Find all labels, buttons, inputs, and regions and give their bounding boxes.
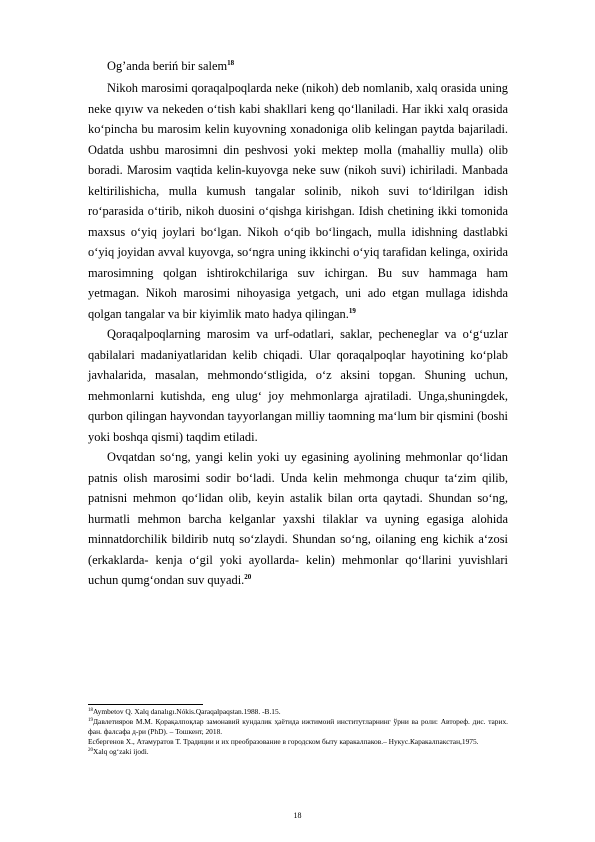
footnote-number: 19: [88, 717, 93, 723]
footnote-text: Aymbetov Q. Xalq danalıgı.Nókis.Qaraqalpaqstan.1988. -B.15.: [93, 707, 281, 716]
page-number: 18: [293, 811, 302, 820]
paragraph-urf-odatlar: [88, 324, 508, 447]
footnote-ref-20: 20: [244, 573, 252, 581]
footnote-19: [88, 717, 508, 737]
footnote-20: [88, 747, 508, 757]
paragraph-text: Ovqatdan so‘ng, yangi kelin yoki uy egasining ayolining mehmonlar qo‘lidan patnis olish marosimi sodir bo‘ladi. Unda kelin mehmonga chuqur ta‘zim qilib, patnisni mehmon qo‘lidan olib, keyin astalik bilan orta qaytadi. Shundan so‘ng, hurmatli mehmon barcha kelganlar yaxshi tilaklar va uyning egasiga alohida minnatdorchilik bildirib nutq so‘zlaydi. Shundan so‘ng, oilaning eng kichik a‘zosi (erkaklarda- kenja o‘gil yoki ayollarda- kelin) mehmonlar qo‘llarini yuvishlari uchun qumg‘ondan suv quyadi.: [88, 450, 508, 587]
section-heading: [107, 56, 234, 76]
paragraph-text: Qoraqalpoqlarning marosim va urf-odatlari, saklar, pecheneglar va o‘g‘uzlar qabilalari madaniyatlaridan kelib chiqadi. Ular qoraqalpoqlar hayotining ko‘plab javhalarida, masalan, mehmondo‘stligida, o‘z aksini topgan. Shuning uchun, mehmonlarni kutishda, eng ulug‘ joy mehmonlarga ajratiladi. Unga,shuningdek, qurbon qilingan hayvondan tayyorlangan milliy taomning ma‘lum bir qismini (boshi yoki boshqa qismi) taqdim etiladi.: [88, 327, 508, 444]
footnote-text: Xalq og‘zaki ijodi.: [93, 746, 149, 756]
footnote-number: 20: [88, 747, 93, 753]
footnote-number: 18: [88, 708, 93, 713]
footnote-text: Есбергенов Х., Атамуратов Т. Традиции и их преобразование в городском быту каракалпаков.– Нукус.Каракалпакстан,1975.: [88, 736, 479, 746]
footnote-ref-19: 19: [348, 306, 356, 315]
footnotes: [88, 707, 508, 757]
heading-text: Og’anda beriń bir salem: [107, 59, 228, 73]
paragraph-text: Nikoh marosimi qoraqalpoqlarda neke (nikoh) deb nomlanib, xalq orasida uning neke qıyıw va nekeden o‘tish kabi shakllari keng qo‘llaniladi. Har ikki xalq orasida ko‘pincha bu marosim kelin kuyovning xonadoniga olib kelingan paytda bajariladi. Odatda ushbu marosimni din peshvosi yoki mektep molla (mahalliy mulla) olib boradi. Marosim vaqtida kelin-kuyovga neke suw (nikoh suvi) ichiriladi. Manbada keltirilishicha, mulla kumush tangalar solinib, nikoh suvi to‘ldirilgan idish ro‘parasida o‘tirib, nikoh duosini o‘qishga kirishgan. Idish chetining ikki tomonida maxsus o‘yiq joylari bo‘lgan. Nikoh o‘qib bo‘lingach, mulla idishning dastlabki o‘yiq joyidan avval kuyovga, so‘ngra uning ikkinchi o‘yiq tarafidan kelinga, oxirida marosimning qolgan ishtirokchilariga suv ichirgan. Bu suv hammaga ham yetmagan. Nikoh marosimi nihoyasiga yetgach, uni ado etgan mullaga idishda qolgan tangalar va bir kiyimlik mato hadya qilingan.: [88, 81, 508, 321]
body-text: [88, 78, 508, 591]
paragraph-ovqatdan: [88, 447, 508, 591]
footnote-ref-18: 18: [227, 59, 235, 67]
footnote-separator: [88, 704, 203, 705]
footnote-text: Давлетияров М.М. Қорақалпоқлар замонавий кундалик ҳаётида ижтимоий институтларнинг ўрни ва роли: Автореф. дис. тарих. фан. фалсафа д-ри (PhD). – Тошкент, 2018.: [88, 716, 508, 736]
footnote-18: [88, 707, 508, 717]
paragraph-nikoh: [88, 78, 508, 324]
footnote-19-continued: [88, 737, 508, 747]
